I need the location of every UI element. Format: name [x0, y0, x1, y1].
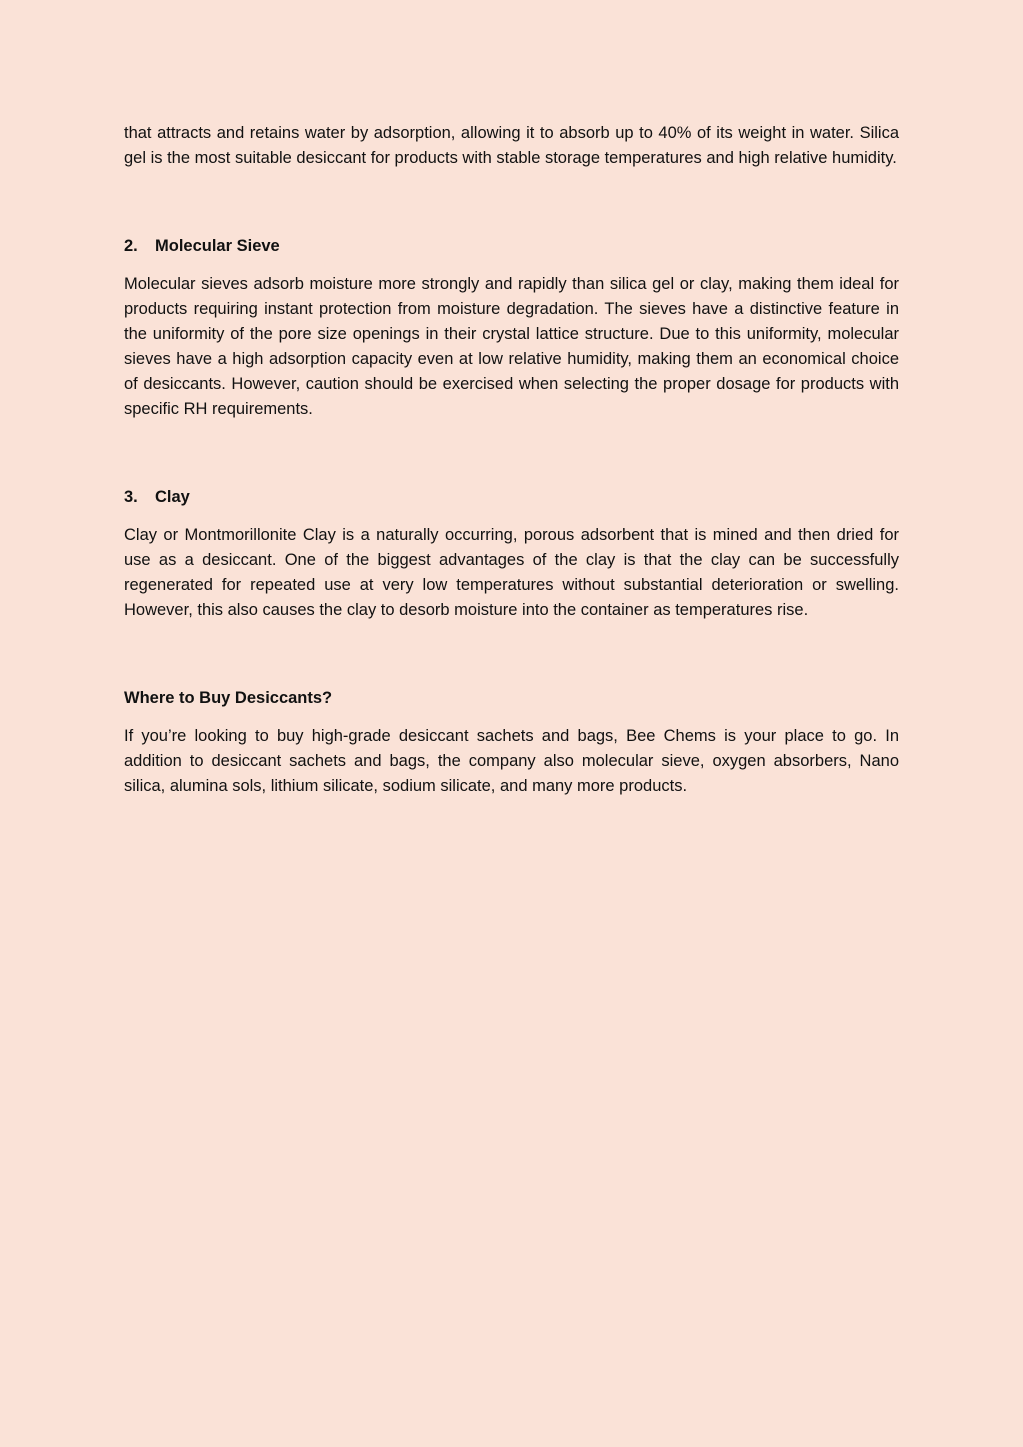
section-heading — [124, 686, 899, 711]
section-title: Molecular Sieve — [155, 237, 280, 255]
section-number: 2. — [124, 237, 138, 255]
section-number: 3. — [124, 488, 138, 506]
section-body: If you’re looking to buy high-grade desiccant sachets and bags, Bee Chems is your place to go. In addition to desiccant sachets and bags, the company also molecular sieve, oxygen absorbers, Nano silica, alumina sols, lithium silicate, sodium silicate, and many more products. — [124, 727, 899, 795]
section-body: Molecular sieves adsorb moisture more strongly and rapidly than silica gel or clay, making them ideal for products requiring instant protection from moisture degradation. The sieves have a distinctive feature in the uniformity of the pore size openings in their crystal lattice structure. Due to this uniformity, molecular sieves have a high adsorption capacity even at low relative humidity, making them an economical choice of desiccants. However, caution should be exercised when selecting the proper dosage for products with specific RH requirements. — [124, 275, 899, 418]
section-heading — [124, 234, 899, 259]
document-page — [124, 121, 899, 799]
section-where-to-buy — [124, 686, 899, 799]
section-molecular-sieve — [124, 234, 899, 422]
section-title: Where to Buy Desiccants? — [124, 689, 333, 707]
section-clay — [124, 485, 899, 623]
section-body: Clay or Montmorillonite Clay is a naturally occurring, porous adsorbent that is mined and then dried for use as a desiccant. One of the biggest advantages of the clay is that the clay can be successfully regenerated for repeated use at very low temperatures without substantial deterioration or swelling. However, this also causes the clay to desorb moisture into the container as temperatures rise. — [124, 526, 899, 619]
intro-paragraph: that attracts and retains water by adsorption, allowing it to absorb up to 40% of its weight in water. Silica gel is the most suitable desiccant for products with stable storage temperatures and high relative humidity. — [124, 124, 899, 167]
section-title: Clay — [155, 488, 190, 506]
section-heading — [124, 485, 899, 510]
